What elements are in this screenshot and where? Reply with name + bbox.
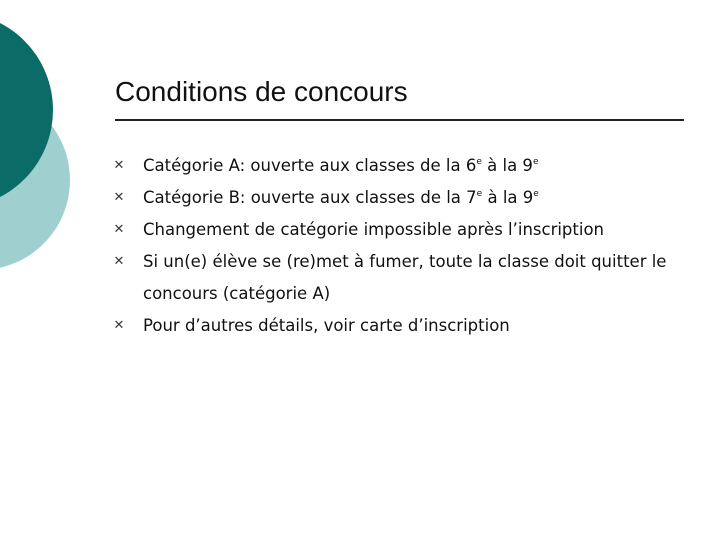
bullet-text: Si un(e) élève se (re)met à fumer, toute la classe doit quitter le concours (catégorie A) (143, 252, 667, 303)
bullet-list (112, 150, 682, 342)
x-mark-icon: ✕ (113, 158, 125, 173)
slide-title: Conditions de concours (115, 76, 408, 107)
bullet-item-smoking-rule (112, 246, 682, 310)
x-mark-icon: ✕ (113, 190, 125, 205)
x-mark-icon: ✕ (113, 222, 125, 237)
bullet-item-category-change (112, 214, 682, 246)
bullet-item-category-a (112, 150, 682, 182)
bullet-item-category-b (112, 182, 682, 214)
bullet-text: Catégorie B: ouverte aux classes de la 7e à la 9e (143, 188, 539, 207)
title-divider (115, 119, 684, 121)
bullet-text: Pour d’autres détails, voir carte d’inscription (143, 316, 510, 335)
bullet-text: Changement de catégorie impossible après l’inscription (143, 220, 605, 239)
bullet-item-more-details (112, 310, 682, 342)
decorative-circles (0, 0, 90, 300)
x-mark-icon: ✕ (113, 318, 125, 333)
bullet-text: Catégorie A: ouverte aux classes de la 6e à la 9e (143, 156, 539, 175)
x-mark-icon: ✕ (113, 254, 125, 269)
